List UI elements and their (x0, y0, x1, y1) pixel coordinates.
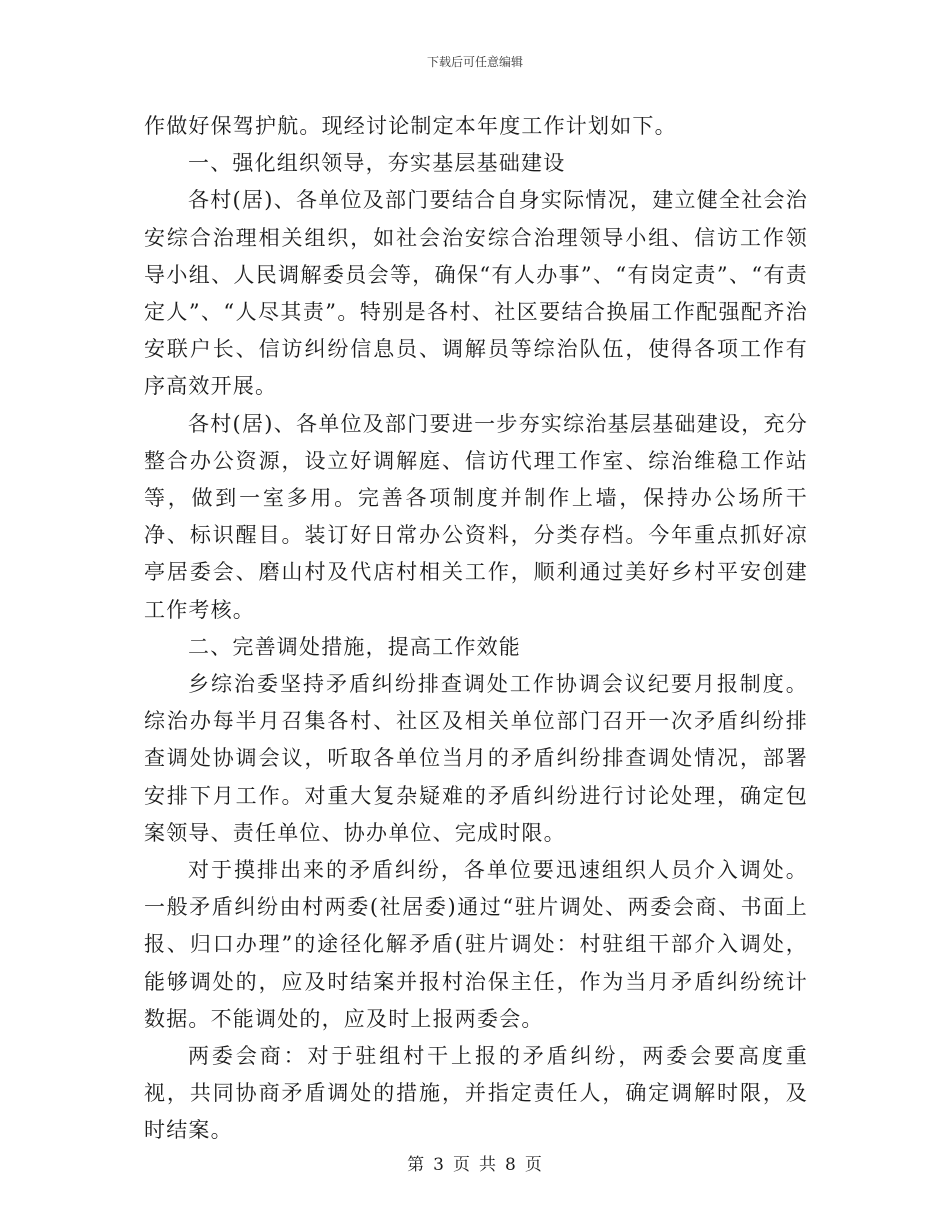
section-heading-1: 一、强化组织领导，夯实基层基础建设 (188, 151, 566, 176)
paragraph: 各村(居)、各单位及部门要结合自身实际情况，建立健全社会治安综合治理相关组织，如社会治安综合治理领导小组、信访工作领导小组、人民调解委员会等，确保“有人办事”、“有岗定责”、“有责定人”、“人尽其责”。特别是各村、社区要结合换届工作配强配齐治安联户长、信访纠纷信息员、调解员等综治队伍，使得各项工作有序高效开展。 (144, 188, 808, 399)
document-body (144, 108, 808, 1150)
footer-label-gong: 共 (479, 1155, 497, 1175)
paragraph: 乡综治委坚持矛盾纠纷排查调处工作协调会议纪要月报制度。综治办每半月召集各村、社区及相关单位部门召开一次矛盾纠纷排查调处协调会议，听取各单位当月的矛盾纠纷排查调处情况，部署安排下月工作。对重大复杂疑难的矛盾纠纷进行讨论处理，确定包案领导、责任单位、协办单位、完成时限。 (144, 672, 808, 845)
footer-label-ye: 页 (524, 1155, 543, 1175)
paragraph: 对于摸排出来的矛盾纠纷，各单位要迅速组织人员介入调处。一般矛盾纠纷由村两委(社居委)通过“驻片调处、两委会商、书面上报、归口办理”的途径化解矛盾(驻片调处：村驻组干部介入调处，能够调处的，应及时结案并报村治保主任，作为当月矛盾纠纷统计数据。不能调处的，应及时上报两委会。 (144, 858, 808, 1031)
page-number-total: 8 (505, 1155, 517, 1175)
page-header: 下载后可任意编辑 (426, 55, 523, 69)
page-number-current: 3 (433, 1155, 445, 1175)
page-footer (0, 1154, 950, 1176)
paragraph: 各村(居)、各单位及部门要进一步夯实综治基层基础建设，充分整合办公资源，设立好调解庭、信访代理工作室、综治维稳工作站等，做到一室多用。完善各项制度并制作上墙，保持办公场所干净、标识醒目。装订好日常办公资料，分类存档。今年重点抓好凉亭居委会、磨山村及代店村相关工作，顺利通过美好乡村平安创建工作考核。 (144, 411, 808, 622)
section-heading-2: 二、完善调处措施，提高工作效能 (188, 634, 521, 659)
footer-label-di: 第 (407, 1155, 426, 1175)
footer-label-ye: 页 (453, 1155, 471, 1175)
paragraph: 两委会商：对于驻组村干上报的矛盾纠纷，两委会要高度重视，共同协商矛盾调处的措施，并指定责任人，确定调解时限，及时结案。 (144, 1044, 808, 1143)
paragraph-continuation: 作做好保驾护航。现经讨论制定本年度工作计划如下。 (144, 114, 677, 138)
